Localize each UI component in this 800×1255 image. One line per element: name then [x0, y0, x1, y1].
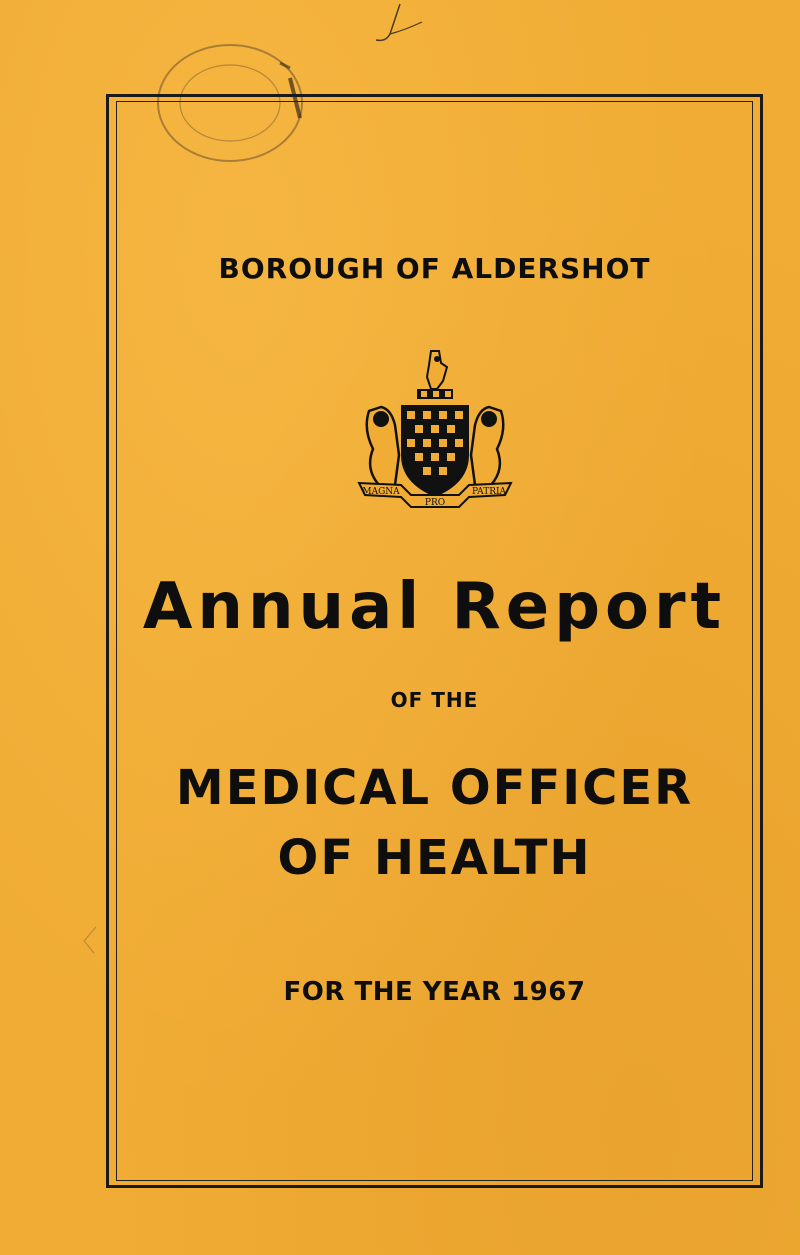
report-period: FOR THE YEAR 1967 [283, 977, 586, 1007]
borough-heading: BOROUGH OF ALDERSHOT [218, 252, 651, 285]
coat-of-arms-icon [355, 345, 515, 515]
handwritten-mark [360, 0, 430, 45]
connector-text: OF THE [390, 688, 479, 712]
margin-pencil-mark [80, 925, 100, 955]
report-title: Annual Report [142, 570, 727, 644]
motto-center: PRO [424, 498, 446, 508]
motto-left: MAGNA [362, 487, 400, 497]
subject-line-1: MEDICAL OFFICER [175, 760, 694, 816]
motto-right: PATRIA [471, 487, 507, 497]
subject-line-2: OF HEALTH [277, 830, 592, 886]
